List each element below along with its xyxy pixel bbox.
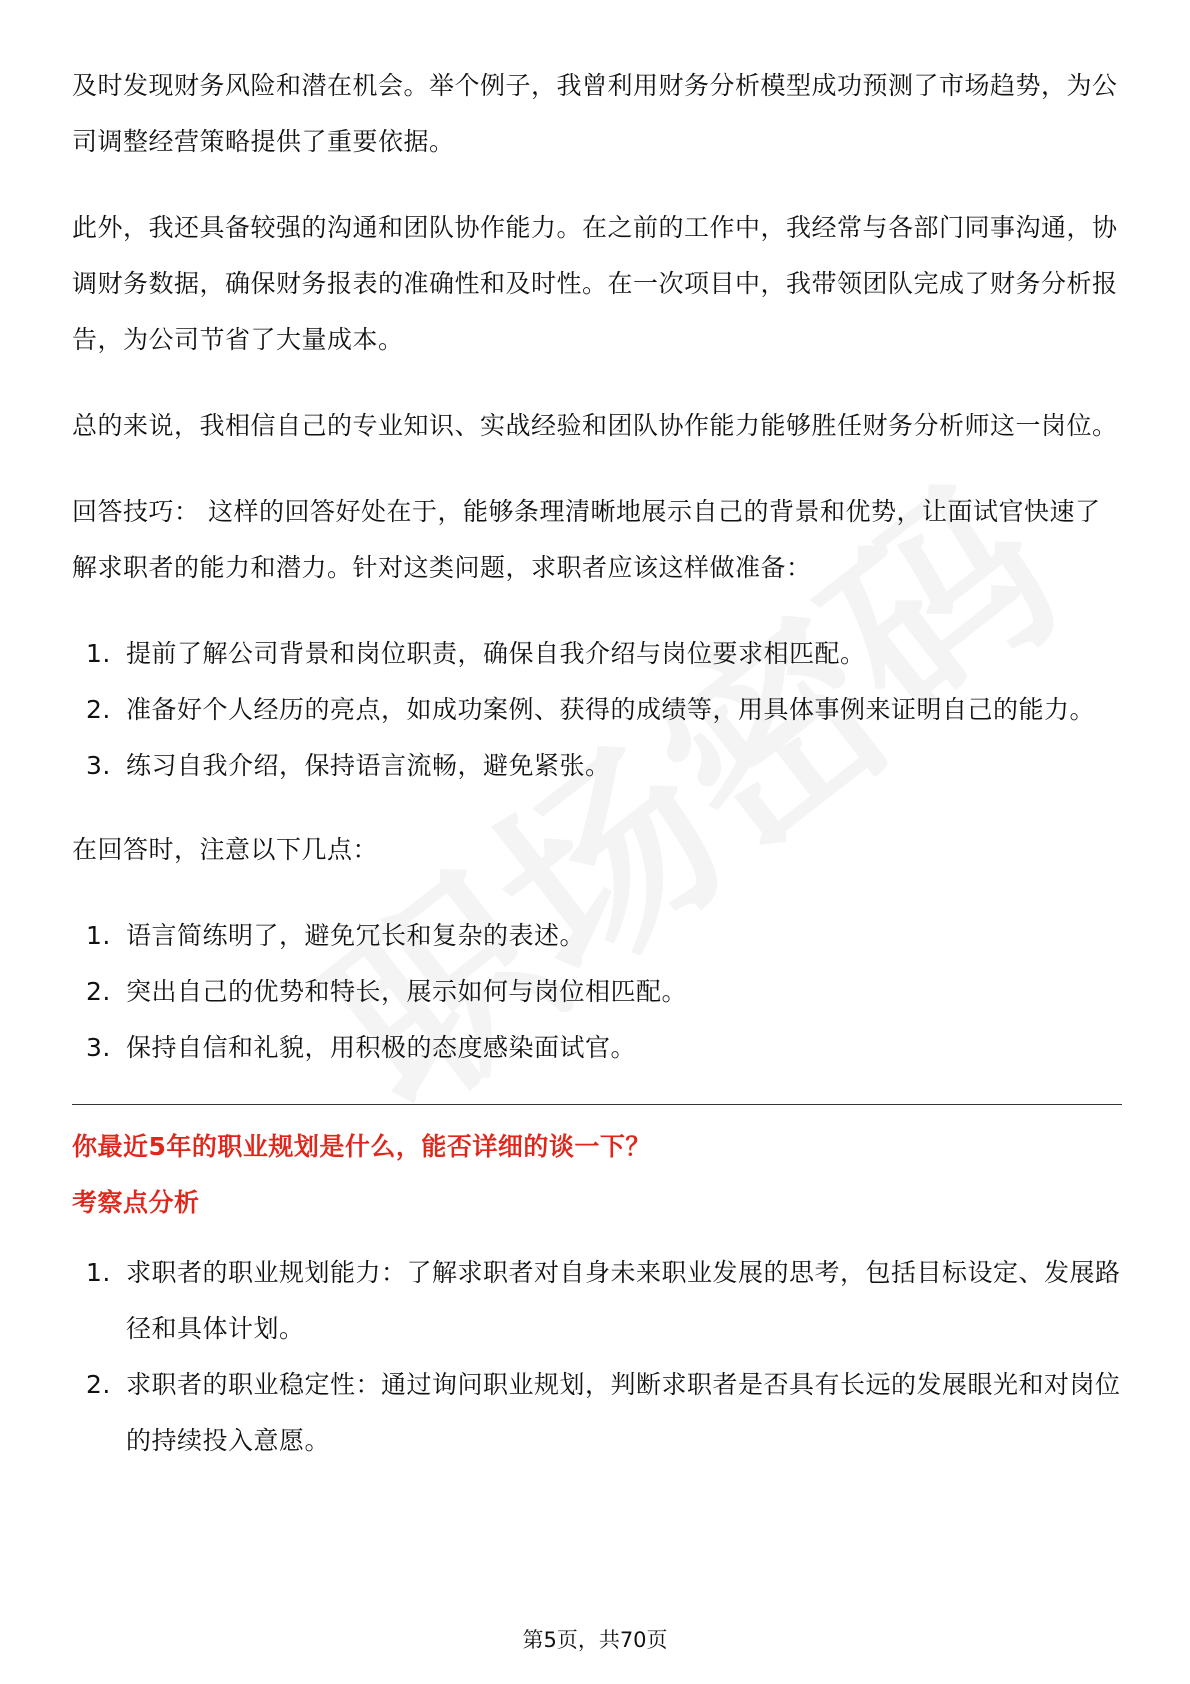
list-number: 1.: [86, 1258, 111, 1287]
paragraph-3: 总的来说，我相信自己的专业知识、实战经验和团队协作能力能够胜任财务分析师这一岗位。: [72, 411, 1118, 440]
list-number: 2.: [86, 1370, 111, 1399]
analysis-list: [72, 1245, 1122, 1469]
list-number: 2.: [86, 977, 111, 1006]
list-item: [72, 682, 1122, 738]
question-heading: 你最近5年的职业规划是什么，能否详细的谈一下？: [72, 1132, 651, 1161]
paragraph-answer-tips: 回答技巧： 这样的回答好处在于，能够条理清晰地展示自己的背景和优势，让面试官快速了解求职者的能力和潜力。针对这类问题，求职者应该这样做准备：: [72, 497, 1101, 582]
list-number: 1.: [86, 639, 111, 668]
list-number: 2.: [86, 695, 111, 724]
list-item: [72, 1020, 1122, 1076]
list-item-text: 提前了解公司背景和岗位职责，确保自我介绍与岗位要求相匹配。: [126, 639, 866, 668]
list-item: [72, 1245, 1122, 1357]
list-item-text: 保持自信和礼貌，用积极的态度感染面试官。: [126, 1033, 637, 1062]
notes-list: [72, 908, 1122, 1076]
paragraph-1: 及时发现财务风险和潜在机会。举个例子，我曾利用财务分析模型成功预测了市场趋势，为公司调整经营策略提供了重要依据。: [72, 71, 1118, 156]
list-item: [72, 626, 1122, 682]
list-item-text: 准备好个人经历的亮点，如成功案例、获得的成绩等，用具体事例来证明自己的能力。: [126, 695, 1096, 724]
list-item-text: 求职者的职业稳定性：通过询问职业规划，判断求职者是否具有长远的发展眼光和对岗位的持续投入意愿。: [126, 1370, 1121, 1455]
list-item-text: 语言简练明了，避免冗长和复杂的表述。: [126, 921, 586, 950]
list-number: 3.: [86, 1033, 111, 1062]
section-divider: [72, 1104, 1122, 1105]
paragraph-2: 此外，我还具备较强的沟通和团队协作能力。在之前的工作中，我经常与各部门同事沟通，协调财务数据，确保财务报表的准确性和及时性。在一次项目中，我带领团队完成了财务分析报告，为公司节省了大量成本。: [72, 213, 1118, 354]
preparation-list: [72, 626, 1122, 794]
paragraph-notes-intro: 在回答时，注意以下几点：: [72, 835, 379, 864]
list-number: 3.: [86, 751, 111, 780]
list-item: [72, 964, 1122, 1020]
list-item-text: 练习自我介绍，保持语言流畅，避免紧张。: [126, 751, 611, 780]
list-item-text: 求职者的职业规划能力：了解求职者对自身未来职业发展的思考，包括目标设定、发展路径和具体计划。: [126, 1258, 1121, 1343]
analysis-heading: 考察点分析: [72, 1188, 200, 1217]
list-item: [72, 1357, 1122, 1469]
page-footer: 第5页，共70页: [522, 1628, 668, 1652]
page-content: [72, 58, 1122, 1497]
list-item: [72, 908, 1122, 964]
list-item-text: 突出自己的优势和特长，展示如何与岗位相匹配。: [126, 977, 688, 1006]
list-item: [72, 738, 1122, 794]
list-number: 1.: [86, 921, 111, 950]
